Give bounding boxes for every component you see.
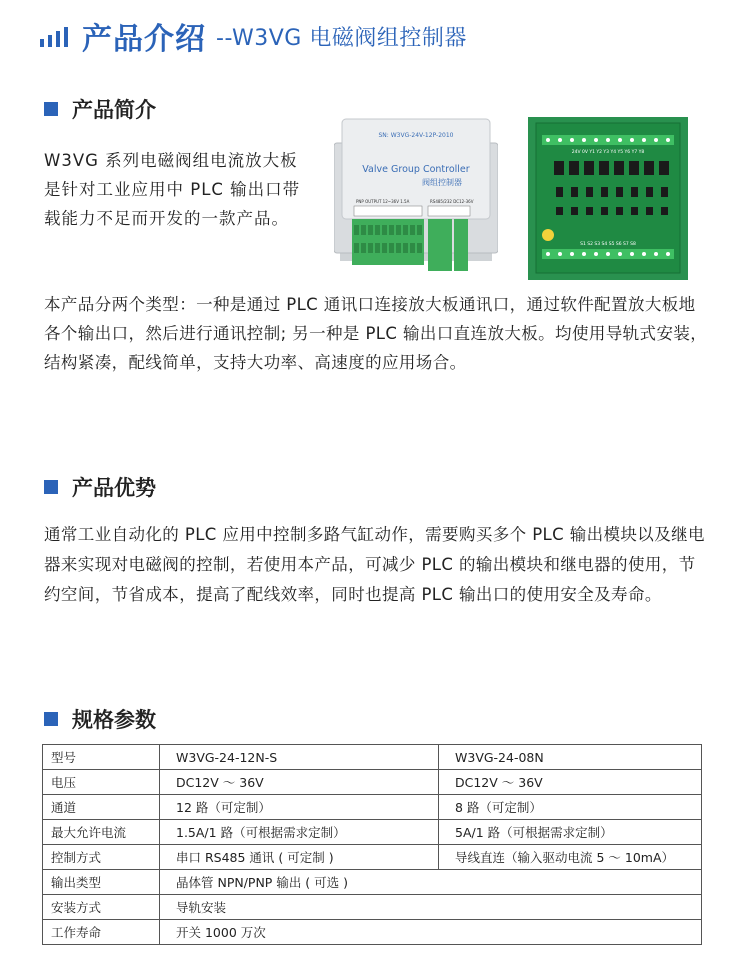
spec-value-cell: 8 路（可定制）	[439, 795, 702, 820]
board-bottom-label: S1 S2 S3 S4 S5 S6 S7 S8	[580, 242, 636, 247]
box-name-en: Valve Group Controller	[362, 164, 470, 175]
spec-value-cell: DC12V ～ 36V	[160, 770, 439, 795]
box-sn-label: SN: W3VG-24V-12P-2010	[378, 132, 454, 139]
spec-table	[42, 744, 702, 945]
spec-label-cell: 安装方式	[43, 895, 160, 920]
spec-value-cell: W3VG-24-08N	[439, 745, 702, 770]
table-row	[43, 795, 702, 820]
table-row	[43, 770, 702, 795]
spec-value-cell: 晶体管 NPN/PNP 输出 ( 可选 )	[160, 870, 702, 895]
spec-value-cell: 导线直连（输入驱动电流 5 ～ 10mA）	[439, 845, 702, 870]
table-row	[43, 895, 702, 920]
board-top-label: 24V 0V Y1 Y2 Y3 Y4 Y5 Y6 Y7 Y8	[571, 150, 645, 155]
spec-label-cell: 工作寿命	[43, 920, 160, 945]
square-bullet-icon	[44, 102, 58, 116]
spec-value-cell: 开关 1000 万次	[160, 920, 702, 945]
controller-box-image	[334, 117, 498, 279]
page-title: 产品介绍	[82, 22, 206, 57]
spec-value-cell: W3VG-24-12N-S	[160, 745, 439, 770]
section-title: 产品简介	[72, 98, 156, 122]
box-port-label-1: PNP OUTPUT 12~36V 1.5A	[356, 199, 410, 204]
driver-board-image	[528, 117, 688, 280]
spec-label-cell: 最大允许电流	[43, 820, 160, 845]
page-header	[40, 14, 467, 58]
section-title: 规格参数	[72, 708, 156, 732]
box-port-label-2: RS485/232 DC12-36V	[430, 199, 474, 204]
spec-value-cell: DC12V ～ 36V	[439, 770, 702, 795]
table-row	[43, 745, 702, 770]
spec-label-cell: 控制方式	[43, 845, 160, 870]
spec-value-cell: 12 路（可定制）	[160, 795, 439, 820]
spec-label-cell: 输出类型	[43, 870, 160, 895]
square-bullet-icon	[44, 712, 58, 726]
signal-bars-icon	[40, 25, 72, 47]
spec-label-cell: 通道	[43, 795, 160, 820]
table-row	[43, 870, 702, 895]
spec-value-cell: 5A/1 路（可根据需求定制）	[439, 820, 702, 845]
square-bullet-icon	[44, 480, 58, 494]
types-paragraph: 本产品分两个类型：一种是通过 PLC 通讯口连接放大板通讯口，通过软件配置放大板地各个输出口，然后进行通讯控制; 另一种是 PLC 输出口直连放大板。均使用导轨式安装，结构紧凑，配线简单，支持大功率、高速度的应用场合。	[44, 295, 708, 372]
intro-paragraph: W3VG 系列电磁阀组电流放大板是针对工业应用中 PLC 输出口带载能力不足而开发的一款产品。	[44, 151, 301, 228]
section-heading-advantages	[44, 472, 156, 502]
advantages-paragraph: 通常工业自动化的 PLC 应用中控制多路气缸动作，需要购买多个 PLC 输出模块以及继电器来实现对电磁阀的控制，若使用本产品，可减少 PLC 的输出模块和继电器的使用，节约空间，节省成本，提高了配线效率，同时也提高 PLC 输出口的使用安全及寿命。	[44, 525, 705, 604]
table-row	[43, 820, 702, 845]
table-row	[43, 845, 702, 870]
spec-value-cell: 导轨安装	[160, 895, 702, 920]
page-subtitle: --W3VG 电磁阀组控制器	[216, 25, 467, 51]
table-row	[43, 920, 702, 945]
box-name-cn: 阀组控制器	[422, 178, 462, 187]
spec-label-cell: 电压	[43, 770, 160, 795]
section-heading-specs	[44, 704, 156, 734]
section-title: 产品优势	[72, 476, 156, 500]
section-heading-intro	[44, 94, 156, 124]
spec-value-cell: 1.5A/1 路（可根据需求定制）	[160, 820, 439, 845]
spec-value-cell: 串口 RS485 通讯 ( 可定制 )	[160, 845, 439, 870]
spec-label-cell: 型号	[43, 745, 160, 770]
